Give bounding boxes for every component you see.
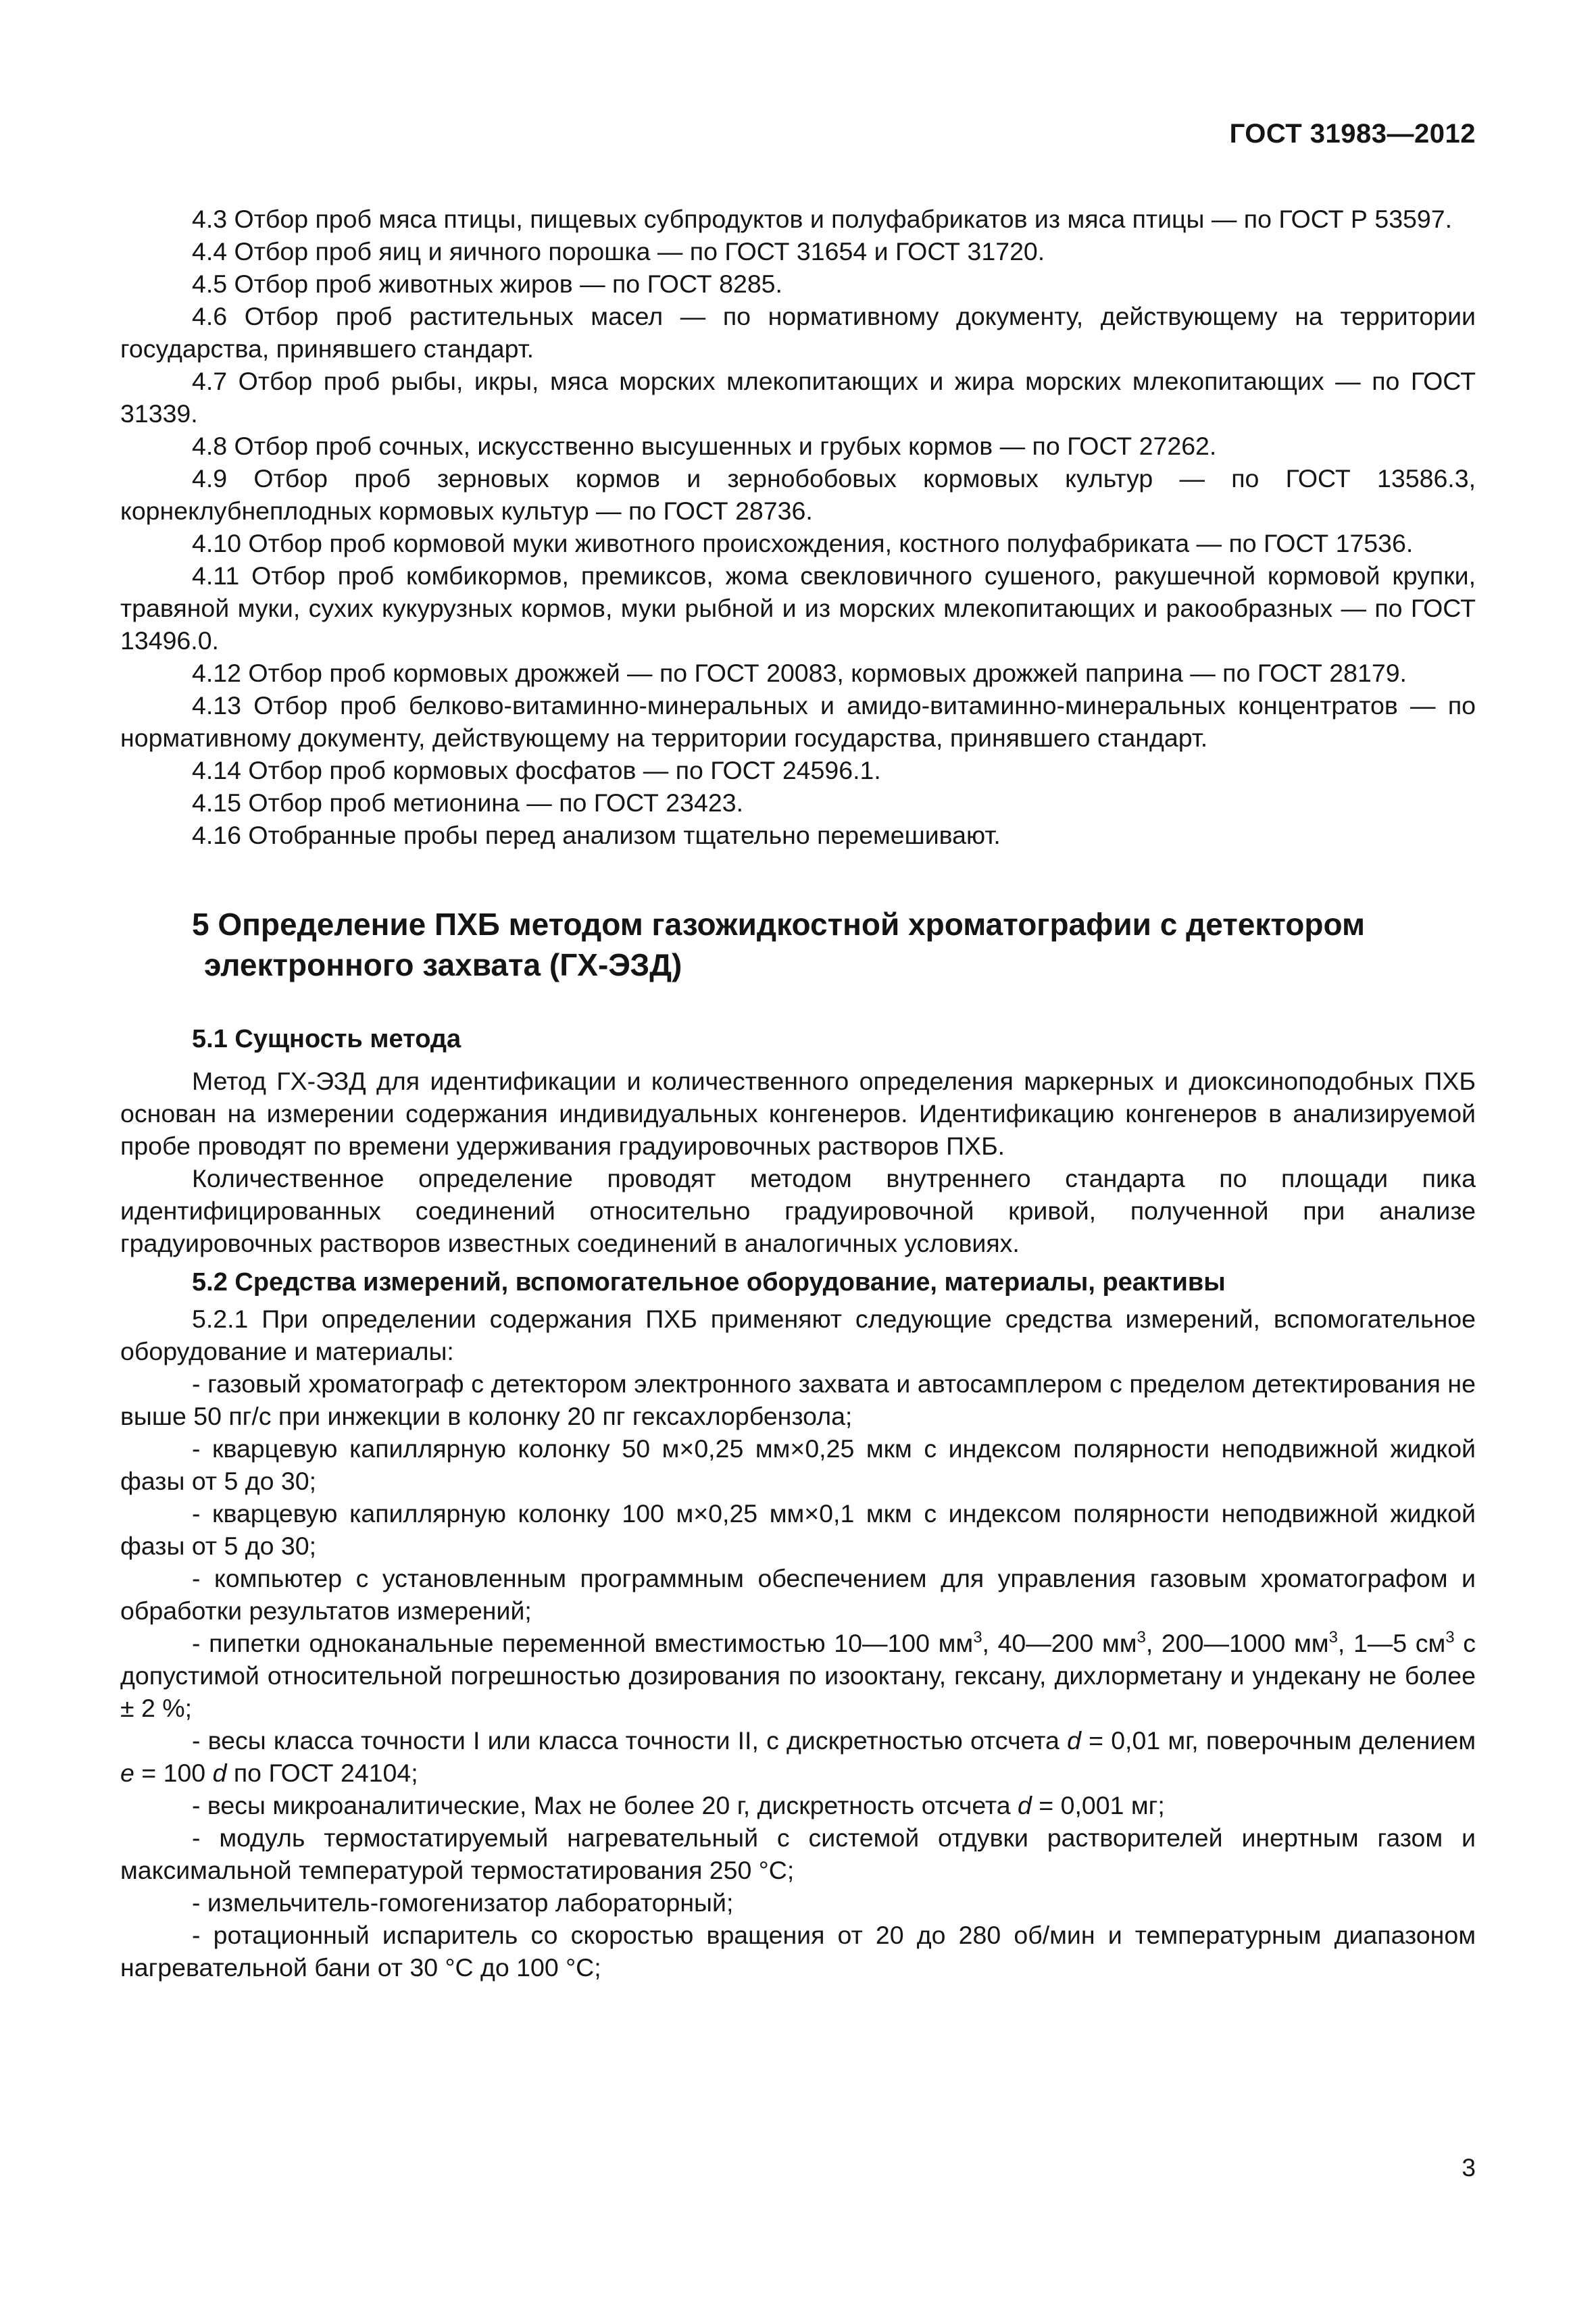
paragraph-4-3: 4.3 Отбор проб мяса птицы, пищевых субпродуктов и полуфабрикатов из мяса птицы — по ГОСТ Р 53597. [192, 205, 1453, 233]
list-item-column-100m: - кварцевую капиллярную колонку 100 м×0,25 мм×0,1 мкм с индексом полярности неподвижной жидкой фазы от 5 до 30; [120, 1499, 1476, 1560]
section-5-heading [120, 904, 1476, 985]
paragraph-4-7: 4.7 Отбор проб рыбы, икры, мяса морских млекопитающих и жира морских млекопитающих — по ГОСТ 31339. [120, 367, 1476, 428]
section-5-heading-line1: 5 Определение ПХБ методом газожидкостной хроматографии с детектором [192, 907, 1366, 942]
page-content [120, 203, 1476, 1984]
paragraph-5-2-1: 5.2.1 При определении содержания ПХБ применяют следующие средства измерений, вспомогательное оборудование и материалы: [120, 1305, 1476, 1365]
list-item-chromatograph: - газовый хроматограф с детектором электронного захвата и автосамплером с пределом детектирования не выше 50 пг/с при инжекции в колонку 20 пг гексахлорбензола; [120, 1369, 1476, 1430]
list-item-grinder: - измельчитель-гомогенизатор лабораторный; [192, 1888, 734, 1917]
paragraph-4-5: 4.5 Отбор проб животных жиров — по ГОСТ 8285. [192, 270, 782, 298]
paragraph-4-14: 4.14 Отбор проб кормовых фосфатов — по ГОСТ 24596.1. [192, 756, 881, 784]
paragraph-5-1-a: Метод ГХ-ЭЗД для идентификации и количественного определения маркерных и диоксиноподобных ПХБ основан на измерении содержания индивидуальных конгенеров. Идентификацию конгенеров в анализируемой пробе проводят по времени удерживания градуировочных растворов ПХБ. [120, 1067, 1476, 1160]
paragraph-4-9: 4.9 Отбор проб зерновых кормов и зернобобовых кормовых культур — по ГОСТ 13586.3, корнеклубнеплодных кормовых культур — по ГОСТ 28736. [120, 464, 1476, 525]
paragraph-4-6: 4.6 Отбор проб растительных масел — по нормативному документу, действующему на территории государства, принявшего стандарт. [120, 302, 1476, 363]
paragraph-4-8: 4.8 Отбор проб сочных, искусственно высушенных и грубых кормов — по ГОСТ 27262. [192, 432, 1217, 460]
list-item-scales: - весы класса точности I или класса точности II, с дискретностью отсчета d = 0,01 мг, поверочным делением e = 100 d по ГОСТ 24104; [120, 1726, 1476, 1787]
paragraph-5-1-b: Количественное определение проводят методом внутреннего стандарта по площади пика идентифицированных соединений относительно градуировочной кривой, полученной при анализе градуировочных растворов известных соединений в аналогичных условиях. [120, 1164, 1476, 1257]
list-item-column-50m: - кварцевую капиллярную колонку 50 м×0,25 мм×0,25 мкм с индексом полярности неподвижной жидкой фазы от 5 до 30; [120, 1434, 1476, 1495]
paragraph-4-10: 4.10 Отбор проб кормовой муки животного происхождения, костного полуфабриката — по ГОСТ 17536. [192, 529, 1414, 557]
paragraph-4-15: 4.15 Отбор проб метионина — по ГОСТ 23423. [192, 788, 744, 817]
page-number: 3 [1462, 2154, 1476, 2182]
paragraph-4-13: 4.13 Отбор проб белково-витаминно-минеральных и амидо-витаминно-минеральных концентратов — по нормативному документу, действующему на территории государства, принявшего стандарт. [120, 691, 1476, 752]
list-item-rotary-evaporator: - ротационный испаритель со скоростью вращения от 20 до 280 об/мин и температурным диапазоном нагревательной бани от 30 °С до 100 °С; [120, 1921, 1476, 1982]
paragraph-4-16: 4.16 Отобранные пробы перед анализом тщательно перемешивают. [192, 821, 1001, 849]
list-item-pipettes: - пипетки одноканальные переменной вместимостью 10—100 $мм^3$, 40—200 $мм^3$, 200—1000 $мм^3$, 1—5 $см^3$ с допустимой относительной погрешностью дозирования по изооктану, гексану, дихлорметану и ундекану не более ± 2 %; [120, 1628, 1476, 1722]
subsection-5-1-heading: 5.1 Сущность метода [192, 1025, 462, 1053]
list-item-thermo-module: - модуль термостатируемый нагревательный с системой отдувки растворителей инертным газом и максимальной температурой термостатирования 250 °С; [120, 1823, 1476, 1884]
list-item-microbalance: - весы микроаналитические, Max не более 20 г, дискретность отсчета d = 0,001 мг; [192, 1791, 1165, 1819]
list-item-computer: - компьютер с установленным программным обеспечением для управления газовым хроматографом и обработки результатов измерений; [120, 1564, 1476, 1625]
paragraph-4-12: 4.12 Отбор проб кормовых дрожжей — по ГОСТ 20083, кормовых дрожжей паприна — по ГОСТ 28179. [192, 659, 1407, 687]
section-5-heading-line2: электронного захвата (ГХ-ЭЗД) [204, 947, 682, 982]
paragraph-4-11: 4.11 Отбор проб комбикормов, премиксов, жома свекловичного сушеного, ракушечной кормовой крупки, травяной муки, сухих кукурузных кормов, муки рыбной и из морских млекопитающих и ракообразных — по ГОСТ 13496.0. [120, 561, 1476, 655]
document-header: ГОСТ 31983—2012 [1229, 119, 1476, 149]
subsection-5-2-heading: 5.2 Средства измерений, вспомогательное оборудование, материалы, реактивы [192, 1268, 1226, 1297]
paragraph-4-4: 4.4 Отбор проб яиц и яичного порошка — по ГОСТ 31654 и ГОСТ 31720. [192, 237, 1045, 266]
